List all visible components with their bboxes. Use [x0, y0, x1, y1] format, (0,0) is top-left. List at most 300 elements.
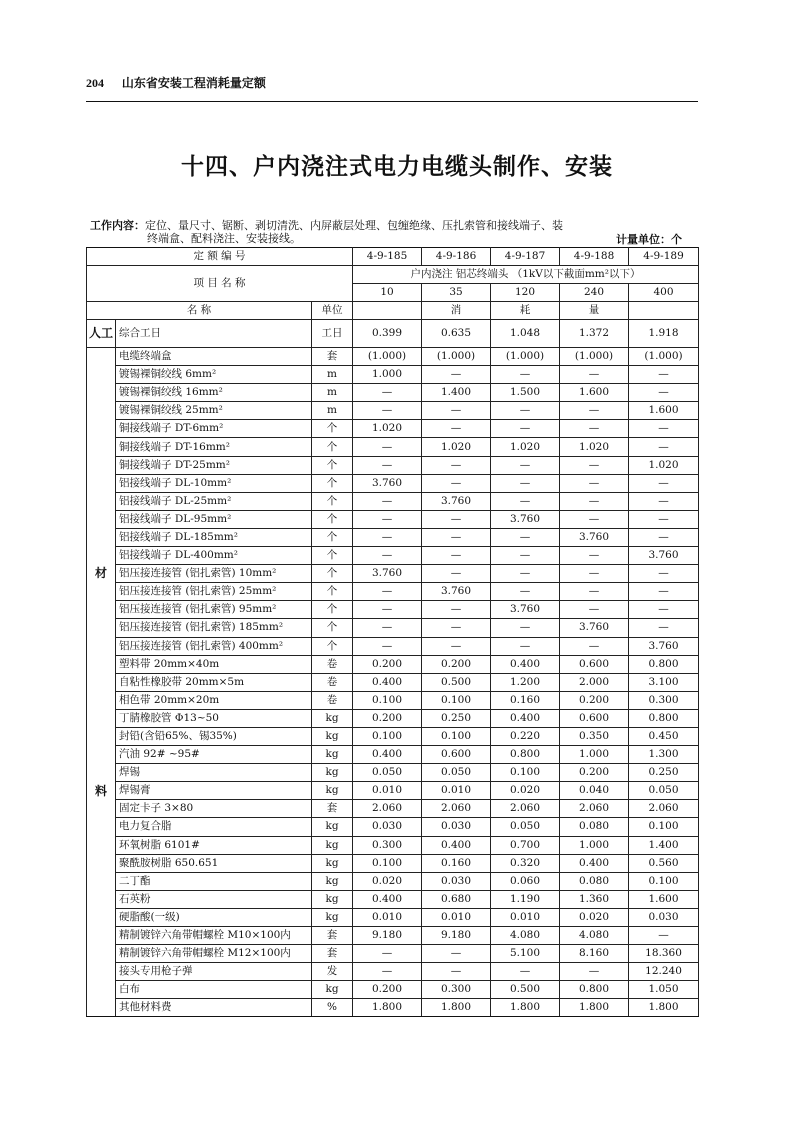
material-row — [87, 818, 699, 836]
material-name: 铝接线端子 DL-10mm² — [116, 474, 312, 492]
material-value: 0.040 — [560, 782, 629, 800]
material-value: 2.000 — [560, 673, 629, 691]
material-value: — — [353, 619, 422, 637]
material-value: 1.020 — [491, 438, 560, 456]
material-value: 1.500 — [491, 384, 560, 402]
material-value: 0.160 — [491, 691, 560, 709]
code-cell: 4-9-188 — [560, 248, 629, 266]
material-value: 0.100 — [422, 691, 491, 709]
material-row — [87, 456, 699, 474]
material-value: 0.800 — [560, 981, 629, 999]
size-cell: 35 — [422, 284, 491, 302]
material-value: 0.300 — [353, 836, 422, 854]
material-value: — — [422, 456, 491, 474]
material-value: — — [353, 583, 422, 601]
material-row — [87, 402, 699, 420]
material-value: 2.060 — [629, 800, 699, 818]
material-value: 0.400 — [353, 890, 422, 908]
material-value: — — [422, 547, 491, 565]
material-name: 铝接线端子 DL-25mm² — [116, 492, 312, 510]
material-row — [87, 709, 699, 727]
material-value: 0.400 — [491, 655, 560, 673]
material-value: 0.300 — [422, 981, 491, 999]
material-value: 0.080 — [560, 818, 629, 836]
consumption-header-1: 消 — [422, 302, 491, 320]
material-value: — — [422, 474, 491, 492]
material-value: — — [560, 565, 629, 583]
material-unit: kg — [312, 872, 353, 890]
column-header-row — [87, 302, 699, 320]
material-value: 3.760 — [629, 547, 699, 565]
material-value: — — [560, 510, 629, 528]
material-name: 镀锡裸铜绞线 25mm² — [116, 402, 312, 420]
material-value: 0.600 — [422, 746, 491, 764]
material-row — [87, 619, 699, 637]
material-value: 0.200 — [353, 655, 422, 673]
material-value: 0.250 — [422, 709, 491, 727]
material-value: — — [491, 474, 560, 492]
material-unit: kg — [312, 981, 353, 999]
material-unit: kg — [312, 746, 353, 764]
material-value: 2.060 — [353, 800, 422, 818]
material-row — [87, 601, 699, 619]
material-value: 0.800 — [629, 709, 699, 727]
material-value: 1.800 — [491, 999, 560, 1017]
material-value: 0.400 — [491, 709, 560, 727]
material-unit: 卷 — [312, 673, 353, 691]
material-value: 1.800 — [353, 999, 422, 1017]
material-value: — — [629, 619, 699, 637]
material-row — [87, 438, 699, 456]
material-value: 1.600 — [629, 402, 699, 420]
material-value: 0.030 — [422, 872, 491, 890]
material-row — [87, 981, 699, 999]
material-name: 固定卡子 3×80 — [116, 800, 312, 818]
material-value: 0.100 — [629, 818, 699, 836]
material-unit: 个 — [312, 438, 353, 456]
book-title: 山东省安装工程消耗量定额 — [121, 76, 266, 90]
material-value: 0.200 — [353, 981, 422, 999]
material-value: 0.350 — [560, 727, 629, 745]
material-value: 18.360 — [629, 945, 699, 963]
material-name: 焊锡膏 — [116, 782, 312, 800]
material-value: 3.100 — [629, 673, 699, 691]
material-value: 0.100 — [353, 727, 422, 745]
material-value: 12.240 — [629, 963, 699, 981]
material-value: 8.160 — [560, 945, 629, 963]
material-value: — — [491, 619, 560, 637]
material-value: — — [422, 420, 491, 438]
material-row — [87, 999, 699, 1017]
material-value: — — [629, 510, 699, 528]
material-value: 0.010 — [422, 908, 491, 926]
material-unit: 卷 — [312, 691, 353, 709]
material-value: 0.050 — [629, 782, 699, 800]
material-value: 0.400 — [560, 854, 629, 872]
labor-name: 综合工日 — [116, 320, 312, 348]
material-unit: 个 — [312, 601, 353, 619]
material-value: 0.020 — [560, 908, 629, 926]
material-value: 4.080 — [491, 927, 560, 945]
material-value: — — [422, 510, 491, 528]
material-name: 汽油 92# ~95# — [116, 746, 312, 764]
material-unit: 个 — [312, 565, 353, 583]
material-name: 焊锡 — [116, 764, 312, 782]
material-value: 0.680 — [422, 890, 491, 908]
material-name: 铝压接连接管 (铝扎索管) 10mm² — [116, 565, 312, 583]
page-number: 204 — [86, 76, 104, 90]
material-value: 0.080 — [560, 872, 629, 890]
material-value: — — [629, 438, 699, 456]
measurement-unit: 计量单位：个 — [616, 233, 682, 246]
material-value: — — [560, 456, 629, 474]
material-value: — — [560, 474, 629, 492]
material-value: 3.760 — [560, 528, 629, 546]
material-name: 二丁酯 — [116, 872, 312, 890]
material-row — [87, 764, 699, 782]
material-name: 塑料带 20mm×40m — [116, 655, 312, 673]
material-value: — — [353, 384, 422, 402]
material-value: — — [560, 601, 629, 619]
code-row — [87, 248, 699, 266]
material-row — [87, 492, 699, 510]
material-value: 1.200 — [491, 673, 560, 691]
material-value: 1.020 — [353, 420, 422, 438]
work-content-line-1: 定位、量尺寸、锯断、剥切清洗、内屏蔽层处理、包缠绝缘、压扎索管和接线端子、装 — [145, 219, 563, 232]
material-value: 0.500 — [422, 673, 491, 691]
material-unit: 个 — [312, 637, 353, 655]
material-category-char-1: 材 — [95, 566, 108, 581]
code-cell: 4-9-189 — [629, 248, 699, 266]
material-name: 铜接线端子 DT-25mm² — [116, 456, 312, 474]
material-value: 0.200 — [560, 764, 629, 782]
material-value: 3.760 — [353, 474, 422, 492]
labor-value: 1.372 — [560, 320, 629, 348]
material-value: — — [353, 601, 422, 619]
item-description: 户内浇注 铝芯终端头 （1kV以下截面mm²以下） — [353, 266, 699, 284]
material-name: 白布 — [116, 981, 312, 999]
material-unit: kg — [312, 908, 353, 926]
material-unit: m — [312, 402, 353, 420]
material-name: 环氧树脂 6101# — [116, 836, 312, 854]
material-value: 1.000 — [560, 836, 629, 854]
material-name: 铜接线端子 DT-6mm² — [116, 420, 312, 438]
material-row — [87, 384, 699, 402]
material-unit: kg — [312, 709, 353, 727]
material-name: 接头专用枪子弹 — [116, 963, 312, 981]
material-value: (1.000) — [629, 348, 699, 366]
material-unit: 个 — [312, 619, 353, 637]
material-row — [87, 547, 699, 565]
material-value: 5.100 — [491, 945, 560, 963]
material-value: — — [560, 492, 629, 510]
material-value: — — [560, 637, 629, 655]
material-value: 0.020 — [353, 872, 422, 890]
material-name: 铝压接连接管 (铝扎索管) 185mm² — [116, 619, 312, 637]
material-name: 硬脂酸(一级) — [116, 908, 312, 926]
material-row — [87, 655, 699, 673]
material-value: (1.000) — [491, 348, 560, 366]
material-value: 0.100 — [353, 854, 422, 872]
material-row — [87, 528, 699, 546]
material-row — [87, 637, 699, 655]
material-value: 0.050 — [491, 818, 560, 836]
material-value: — — [491, 547, 560, 565]
material-name: 相色带 20mm×20m — [116, 691, 312, 709]
material-value: 0.050 — [353, 764, 422, 782]
material-unit: 个 — [312, 456, 353, 474]
item-row — [87, 266, 699, 284]
material-name: 铜接线端子 DT-16mm² — [116, 438, 312, 456]
material-name: 聚酰胺树脂 650.651 — [116, 854, 312, 872]
material-value: 0.450 — [629, 727, 699, 745]
material-value: 0.400 — [422, 836, 491, 854]
material-value: 1.360 — [560, 890, 629, 908]
material-value: — — [491, 528, 560, 546]
material-value: — — [353, 528, 422, 546]
material-value: — — [353, 438, 422, 456]
material-value: 1.300 — [629, 746, 699, 764]
material-value: — — [560, 547, 629, 565]
material-value: 0.030 — [353, 818, 422, 836]
labor-value: 1.918 — [629, 320, 699, 348]
material-value: 2.060 — [422, 800, 491, 818]
material-row — [87, 420, 699, 438]
material-value: 0.050 — [422, 764, 491, 782]
labor-value: 0.399 — [353, 320, 422, 348]
material-value: 0.500 — [491, 981, 560, 999]
material-row — [87, 800, 699, 818]
material-value: 0.010 — [491, 908, 560, 926]
material-value: 0.200 — [353, 709, 422, 727]
material-value: 0.700 — [491, 836, 560, 854]
material-category — [87, 348, 116, 1017]
material-row — [87, 673, 699, 691]
material-unit: 套 — [312, 927, 353, 945]
material-name: 镀锡裸铜绞线 6mm² — [116, 366, 312, 384]
material-value: 0.010 — [353, 782, 422, 800]
material-unit: 个 — [312, 547, 353, 565]
material-value: 1.000 — [353, 366, 422, 384]
material-value: 0.560 — [629, 854, 699, 872]
code-cell: 4-9-187 — [491, 248, 560, 266]
material-value: — — [422, 945, 491, 963]
material-unit: 套 — [312, 348, 353, 366]
material-value: 1.400 — [629, 836, 699, 854]
material-row — [87, 583, 699, 601]
unit-column-header: 单位 — [312, 302, 353, 320]
material-value: 0.100 — [491, 764, 560, 782]
material-value: — — [353, 963, 422, 981]
material-name: 铝接线端子 DL-95mm² — [116, 510, 312, 528]
work-content — [90, 219, 682, 245]
size-cell: 240 — [560, 284, 629, 302]
material-row — [87, 854, 699, 872]
labor-unit: 工日 — [312, 320, 353, 348]
material-name: 精制镀锌六角带帽螺栓 M10×100内 — [116, 927, 312, 945]
material-value: 1.800 — [560, 999, 629, 1017]
material-row — [87, 908, 699, 926]
material-unit: 个 — [312, 474, 353, 492]
material-value: — — [560, 420, 629, 438]
material-name: 铝接线端子 DL-185mm² — [116, 528, 312, 546]
material-name: 丁腈橡胶管 Φ13~50 — [116, 709, 312, 727]
material-value: 0.200 — [422, 655, 491, 673]
material-value: 0.400 — [353, 673, 422, 691]
material-value: 2.060 — [560, 800, 629, 818]
name-column-header: 名 称 — [87, 302, 312, 320]
material-value: — — [491, 420, 560, 438]
material-row — [87, 348, 699, 366]
material-category-char-2: 料 — [95, 784, 108, 799]
material-value: — — [629, 384, 699, 402]
material-value: — — [491, 565, 560, 583]
material-value: 0.320 — [491, 854, 560, 872]
material-row — [87, 836, 699, 854]
material-value: — — [353, 456, 422, 474]
material-name: 铝压接连接管 (铝扎索管) 25mm² — [116, 583, 312, 601]
code-label: 定 额 编 号 — [87, 248, 353, 266]
material-value: 1.800 — [422, 999, 491, 1017]
material-value: 3.760 — [491, 601, 560, 619]
material-value: 1.190 — [491, 890, 560, 908]
material-value: 1.800 — [629, 999, 699, 1017]
material-value: — — [560, 402, 629, 420]
material-value: 1.020 — [629, 456, 699, 474]
material-value: — — [629, 420, 699, 438]
material-value: — — [422, 963, 491, 981]
material-value: 0.200 — [560, 691, 629, 709]
section-title: 十四、户内浇注式电力电缆头制作、安装 — [181, 153, 613, 180]
labor-row — [87, 320, 699, 348]
material-value: — — [629, 927, 699, 945]
material-value: — — [353, 402, 422, 420]
material-value: 0.600 — [560, 655, 629, 673]
material-value: — — [560, 583, 629, 601]
material-unit: kg — [312, 727, 353, 745]
material-unit: kg — [312, 764, 353, 782]
running-head — [86, 74, 266, 91]
material-row — [87, 691, 699, 709]
material-value: — — [422, 601, 491, 619]
material-value: 0.250 — [629, 764, 699, 782]
material-name: 铝接线端子 DL-400mm² — [116, 547, 312, 565]
code-cell: 4-9-185 — [353, 248, 422, 266]
material-row — [87, 474, 699, 492]
material-value: 1.400 — [422, 384, 491, 402]
material-value: — — [491, 456, 560, 474]
material-value: 3.760 — [422, 583, 491, 601]
material-value: 1.020 — [560, 438, 629, 456]
material-value: — — [422, 366, 491, 384]
material-value: 0.100 — [629, 872, 699, 890]
material-name: 电力复合脂 — [116, 818, 312, 836]
labor-value: 1.048 — [491, 320, 560, 348]
material-value: 3.760 — [491, 510, 560, 528]
material-value: 0.060 — [491, 872, 560, 890]
material-value: 2.060 — [491, 800, 560, 818]
labor-category: 人工 — [87, 320, 116, 348]
material-unit: 发 — [312, 963, 353, 981]
material-row — [87, 872, 699, 890]
material-value: 0.010 — [353, 908, 422, 926]
material-value: — — [353, 945, 422, 963]
material-row — [87, 782, 699, 800]
material-value: 0.030 — [422, 818, 491, 836]
material-unit: kg — [312, 818, 353, 836]
material-value: — — [491, 583, 560, 601]
material-value: — — [491, 402, 560, 420]
material-unit: kg — [312, 854, 353, 872]
material-row — [87, 727, 699, 745]
code-cell: 4-9-186 — [422, 248, 491, 266]
material-value: — — [422, 565, 491, 583]
material-value: — — [629, 474, 699, 492]
material-value: — — [491, 637, 560, 655]
material-value: 3.760 — [560, 619, 629, 637]
material-value: — — [629, 366, 699, 384]
material-name: 铝压接连接管 (铝扎索管) 400mm² — [116, 637, 312, 655]
material-value: — — [629, 601, 699, 619]
material-value: — — [491, 963, 560, 981]
material-unit: m — [312, 366, 353, 384]
material-value: — — [353, 492, 422, 510]
material-value: — — [422, 619, 491, 637]
material-unit: 个 — [312, 492, 353, 510]
material-unit: % — [312, 999, 353, 1017]
material-unit: 个 — [312, 583, 353, 601]
material-value: — — [629, 492, 699, 510]
work-content-line-2: 终端盒、配料浇注、安装接线。 — [147, 232, 301, 245]
material-value: — — [491, 366, 560, 384]
consumption-header-3: 量 — [560, 302, 629, 320]
material-value: 1.600 — [629, 890, 699, 908]
material-value: 0.600 — [560, 709, 629, 727]
material-row — [87, 746, 699, 764]
item-label: 项 目 名 称 — [87, 266, 353, 302]
material-value: 9.180 — [353, 927, 422, 945]
material-value: — — [491, 492, 560, 510]
size-cell: 120 — [491, 284, 560, 302]
material-unit: m — [312, 384, 353, 402]
material-value: 0.020 — [491, 782, 560, 800]
material-value: 0.160 — [422, 854, 491, 872]
material-value: 0.030 — [629, 908, 699, 926]
material-value: 3.760 — [422, 492, 491, 510]
material-value: 1.020 — [422, 438, 491, 456]
material-unit: 个 — [312, 510, 353, 528]
material-row — [87, 963, 699, 981]
material-value: — — [629, 583, 699, 601]
material-value: 0.300 — [629, 691, 699, 709]
material-unit: 套 — [312, 800, 353, 818]
material-value: 0.010 — [422, 782, 491, 800]
material-value: — — [629, 565, 699, 583]
material-value: 0.400 — [353, 746, 422, 764]
material-name: 精制镀锌六角带帽螺栓 M12×100内 — [116, 945, 312, 963]
material-value: — — [353, 510, 422, 528]
material-unit: kg — [312, 782, 353, 800]
material-row — [87, 890, 699, 908]
material-row — [87, 945, 699, 963]
material-name: 石英粉 — [116, 890, 312, 908]
material-name: 其他材料费 — [116, 999, 312, 1017]
quota-table — [86, 247, 699, 1017]
material-unit: kg — [312, 836, 353, 854]
material-value: 3.760 — [629, 637, 699, 655]
material-value: (1.000) — [422, 348, 491, 366]
material-value: — — [560, 366, 629, 384]
